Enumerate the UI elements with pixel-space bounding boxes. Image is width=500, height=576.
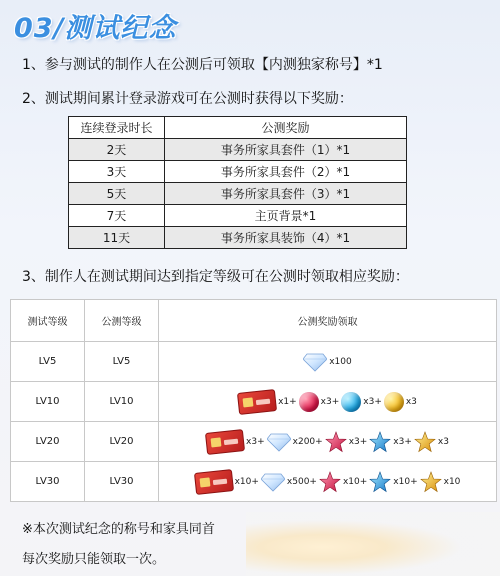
section-title: 03/测试纪念 [14, 13, 177, 44]
level-header-public: 公测等级 [85, 300, 159, 342]
reward-qty: x500+ [286, 476, 317, 487]
reward-qty: x10 [443, 476, 461, 487]
login-days-cell: 11天 [69, 227, 165, 249]
reward-qty: x200+ [292, 436, 323, 447]
rule-2-text: 2、测试期间累计登录游戏可在公测时获得以下奖励： [22, 91, 353, 107]
table-row [11, 462, 497, 502]
public-level-cell: LV10 [85, 382, 159, 422]
login-header-reward: 公测奖励 [165, 117, 407, 139]
table-row [69, 205, 407, 227]
diamond-icon [261, 472, 285, 492]
diamond-icon [267, 432, 291, 452]
reward-cell [159, 342, 497, 382]
test-level-cell: LV5 [11, 342, 85, 382]
table-row [69, 139, 407, 161]
ticket-icon [237, 389, 277, 415]
login-reward-table [68, 116, 407, 249]
red-star-icon [325, 431, 347, 453]
table-row [11, 342, 497, 382]
level-reward-table [10, 299, 497, 502]
login-reward-cell: 主页背景*1 [165, 205, 407, 227]
table-row [11, 422, 497, 462]
blue-star-icon [369, 471, 391, 493]
gold-star-icon [414, 431, 436, 453]
reward-qty: x3+ [393, 436, 412, 447]
public-level-cell: LV30 [85, 462, 159, 502]
level-header-reward: 公测奖励领取 [159, 300, 497, 342]
rule-1-text: 1、参与测试的制作人在公测后可领取【内测独家称号】*1 [22, 57, 383, 73]
reward-qty: x3 [405, 396, 417, 407]
login-reward-cell: 事务所家具装饰（4）*1 [165, 227, 407, 249]
test-level-cell: LV20 [11, 422, 85, 462]
footnote-1: ※本次测试纪念的称号和家具同首 [22, 522, 215, 537]
login-days-cell: 5天 [69, 183, 165, 205]
blue-star-icon [369, 431, 391, 453]
login-header-days: 连续登录时长 [69, 117, 165, 139]
level-header-test: 测试等级 [11, 300, 85, 342]
reward-qty: x3 [437, 436, 449, 447]
red-star-icon [319, 471, 341, 493]
login-reward-cell: 事务所家具套件（2）*1 [165, 161, 407, 183]
lens-glare [246, 512, 500, 576]
login-days-cell: 3天 [69, 161, 165, 183]
login-reward-cell: 事务所家具套件（1）*1 [165, 139, 407, 161]
public-level-cell: LV20 [85, 422, 159, 462]
public-level-cell: LV5 [85, 342, 159, 382]
reward-qty: x10+ [393, 476, 418, 487]
reward-cell [159, 462, 497, 502]
reward-qty: x10+ [234, 476, 259, 487]
test-level-cell: LV30 [11, 462, 85, 502]
gold-star-icon [420, 471, 442, 493]
login-reward-cell: 事务所家具套件（3）*1 [165, 183, 407, 205]
table-row [69, 161, 407, 183]
login-days-cell: 7天 [69, 205, 165, 227]
diamond-icon [303, 352, 327, 372]
reward-qty: x100 [329, 356, 352, 367]
reward-cell [159, 382, 497, 422]
reward-qty: x10+ [342, 476, 368, 487]
ticket-icon [194, 469, 234, 495]
reward-qty: x1+ [278, 396, 297, 407]
table-row [11, 382, 497, 422]
reward-cell [159, 422, 497, 462]
footnote-2: 每次奖励只能领取一次。 [22, 552, 166, 567]
blue-gem-icon [341, 392, 361, 412]
test-level-cell: LV10 [11, 382, 85, 422]
reward-qty: x3+ [246, 436, 265, 447]
ticket-icon [205, 429, 245, 455]
reward-qty: x3+ [320, 396, 340, 407]
table-row [69, 183, 407, 205]
rule-3-text: 3、制作人在测试期间达到指定等级可在公测时领取相应奖励： [22, 269, 409, 285]
reward-qty: x3+ [363, 396, 382, 407]
table-row [69, 227, 407, 249]
login-days-cell: 2天 [69, 139, 165, 161]
reward-qty: x3+ [348, 436, 368, 447]
red-gem-icon [299, 392, 319, 412]
gold-gem-icon [384, 392, 404, 412]
